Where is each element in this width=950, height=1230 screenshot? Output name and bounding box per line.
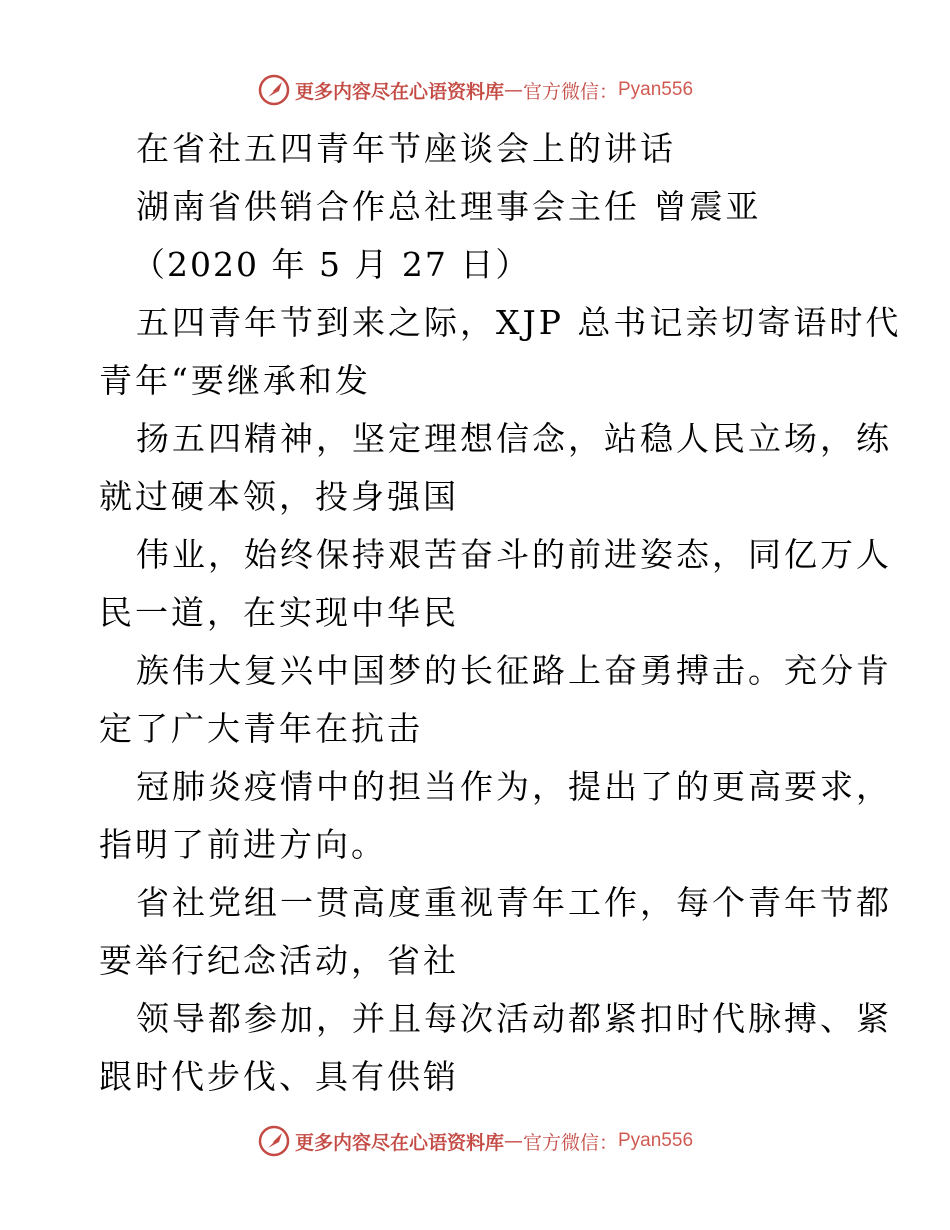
watermark-main-text: 更多内容尽在心语资料库: [294, 1131, 504, 1154]
paragraph-line: 伟业，始终保持艰苦奋斗的前进姿态，同亿万人: [136, 535, 892, 574]
quill-logo-icon: [257, 1124, 291, 1158]
paragraph-line: 族伟大复兴中国梦的长征路上奋勇搏击。充分肯: [136, 651, 892, 690]
document-title: 在省社五四青年节座谈会上的讲话: [136, 129, 676, 168]
quill-logo-icon: [257, 73, 291, 107]
watermark-sub-text: 官方微信：: [522, 80, 618, 103]
watermark-wechat-id: Pyan556: [618, 1130, 694, 1151]
document-author: 湖南省供销合作总社理事会主任 曾震亚: [136, 187, 762, 226]
paragraph-line: 就过硬本领，投身强国: [99, 477, 459, 516]
watermark-dash: —: [503, 79, 523, 101]
watermark-wechat-id: Pyan556: [618, 79, 694, 100]
paragraph-line: 省社党组一贯高度重视青年工作，每个青年节都: [136, 883, 892, 922]
paragraph-line: 要举行纪念活动，省社: [99, 941, 459, 980]
paragraph-line: 跟时代步伐、具有供销: [99, 1057, 459, 1096]
paragraph-line: 领导都参加，并且每次活动都紧扣时代脉搏、紧: [136, 999, 892, 1038]
paragraph-line: 五四青年节到来之际，XJP 总书记亲切寄语时代: [136, 303, 902, 342]
watermark-sub-text: 官方微信：: [522, 1131, 618, 1154]
watermark-main-text: 更多内容尽在心语资料库: [294, 80, 504, 103]
paragraph-line: 扬五四精神，坚定理想信念，站稳人民立场，练: [136, 419, 892, 458]
paragraph-line: 冠肺炎疫情中的担当作为，提出了的更高要求，: [136, 767, 892, 806]
paragraph-line: 青年“要继承和发: [99, 361, 371, 400]
paragraph-line: 民一道，在实现中华民: [99, 593, 459, 632]
document-date: （2020 年 5 月 27 日）: [132, 245, 531, 284]
footer-watermark: [0, 1121, 950, 1161]
header-watermark: [0, 70, 950, 110]
watermark-dash: —: [503, 1130, 523, 1152]
paragraph-line: 定了广大青年在抗击: [99, 709, 423, 748]
paragraph-line: 指明了前进方向。: [99, 825, 387, 864]
